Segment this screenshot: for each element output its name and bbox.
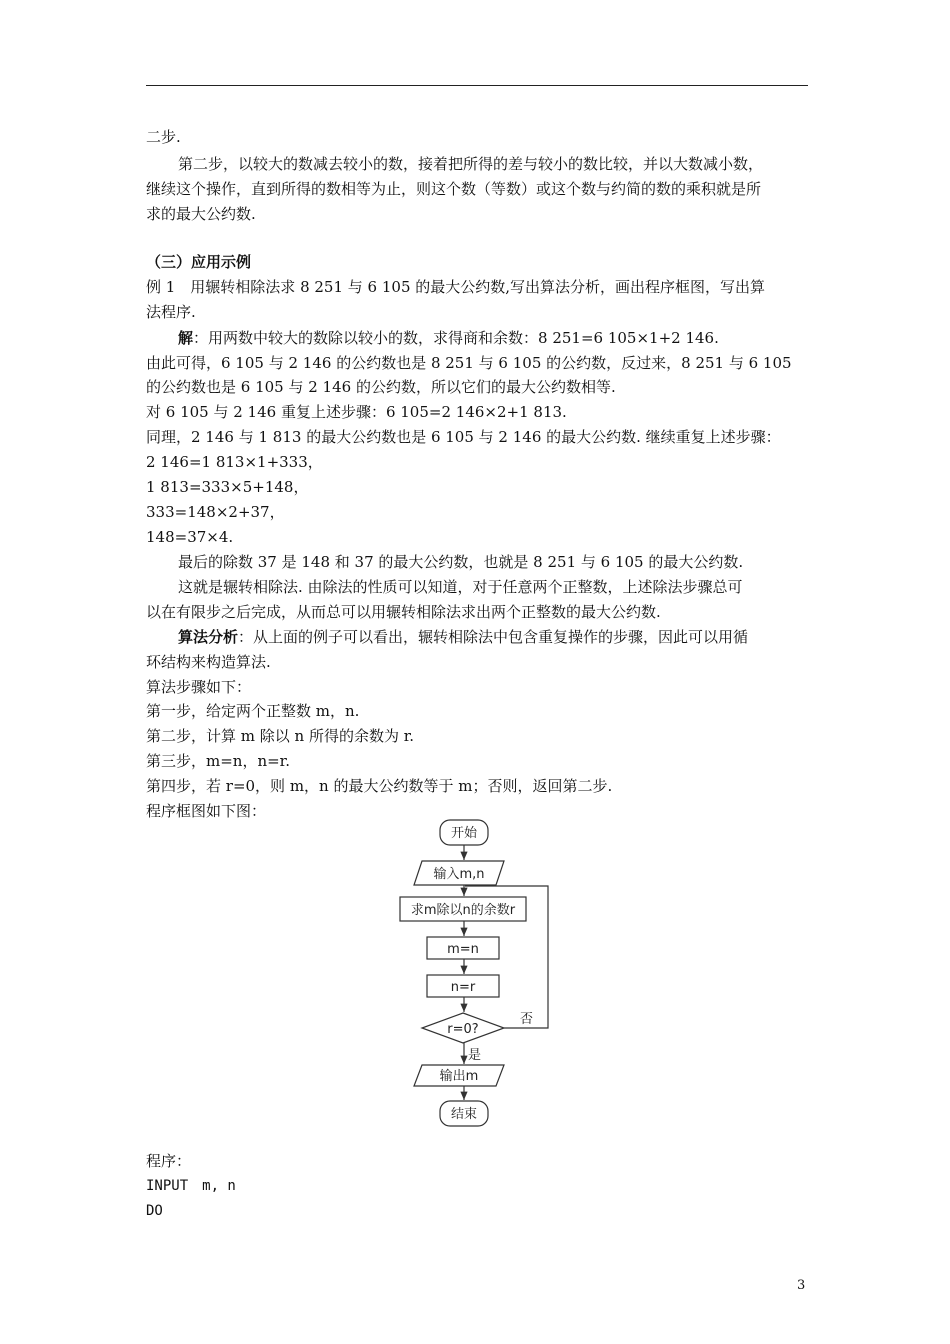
- text-line: 最后的除数 37 是 148 和 37 的最大公约数，也就是 8 251 与 6 105 的最大公约数.: [178, 553, 744, 571]
- step-line: 第三步，m=n，n=r.: [146, 752, 290, 770]
- section-heading: （三）应用示例: [146, 253, 252, 271]
- equation-line: 148=37×4.: [146, 528, 234, 546]
- text-line: 例 1 用辗转相除法求 8 251 与 6 105 的最大公约数,写出算法分析，画出程序框图，写出算: [146, 278, 766, 296]
- step-line: 第二步，计算 m 除以 n 所得的余数为 r.: [146, 727, 415, 745]
- text-line: 同理，2 146 与 1 813 的最大公约数也是 6 105 与 2 146 的最大公约数. 继续重复上述步骤：: [146, 428, 781, 446]
- step-line: 第四步，若 r=0，则 m，n 的最大公约数等于 m；否则，返回第二步.: [146, 777, 613, 795]
- assign-m-label: m=n: [447, 942, 479, 957]
- text-line: 第二步，以较大的数减去较小的数，接着把所得的差与较小的数比较，并以大数减小数，: [178, 155, 764, 173]
- text-line: 环结构来构造算法.: [146, 653, 271, 671]
- text-line: 继续这个操作，直到所得的数相等为止，则这个数（等数）或这个数与约简的数的乘积就是所: [146, 180, 762, 198]
- flowchart: [380, 815, 580, 1135]
- analysis-line: 算法分析：从上面的例子可以看出，辗转相除法中包含重复操作的步骤，因此可以用循: [178, 628, 749, 646]
- end-label: 结束: [450, 1107, 478, 1122]
- text-line: 程序：: [146, 1152, 192, 1170]
- code-line: DO: [146, 1203, 163, 1219]
- equation-line: 1 813=333×5+148，: [146, 478, 309, 496]
- header-rule: [146, 85, 808, 86]
- yes-label: 是: [468, 1048, 482, 1063]
- equation-line: 333=148×2+37，: [146, 503, 285, 521]
- solution-label: 解: [178, 329, 194, 347]
- input-label: 输入m,n: [433, 867, 485, 882]
- equation-line: 2 146=1 813×1+333，: [146, 453, 323, 471]
- code-line: INPUT m, n: [146, 1178, 236, 1194]
- text-line: 这就是辗转相除法. 由除法的性质可以知道，对于任意两个正整数，上述除法步骤总可: [178, 578, 743, 596]
- text-line: 由此可得，6 105 与 2 146 的公约数也是 8 251 与 6 105 的公约数，反过来，8 251 与 6 105: [146, 354, 792, 372]
- analysis-label: 算法分析: [178, 628, 239, 646]
- text-line: 对 6 105 与 2 146 重复上述步骤：6 105=2 146×2+1 813.: [146, 403, 567, 421]
- solution-line: 解：用两数中较大的数除以较小的数，求得商和余数：8 251=6 105×1+2 146.: [178, 329, 719, 347]
- text-line: 程序框图如下图：: [146, 802, 267, 820]
- text-line: 求的最大公约数.: [146, 205, 256, 223]
- assign-n-label: n=r: [450, 980, 476, 995]
- text-line: 二步.: [146, 128, 181, 146]
- step-line: 第一步，给定两个正整数 m，n.: [146, 702, 360, 720]
- decision-label: r=0?: [447, 1022, 479, 1037]
- output-label: 输出m: [439, 1069, 479, 1084]
- text-line: 的公约数也是 6 105 与 2 146 的公约数，所以它们的最大公约数相等.: [146, 378, 616, 396]
- page-number: 3: [797, 1278, 806, 1293]
- start-label: 开始: [450, 826, 478, 841]
- no-label: 否: [520, 1012, 534, 1027]
- text-line: 算法步骤如下：: [146, 678, 252, 696]
- remainder-label: 求m除以n的余数r: [410, 903, 516, 918]
- text-line: 法程序.: [146, 303, 196, 321]
- text-line: 以在有限步之后完成，从而总可以用辗转相除法求出两个正整数的最大公约数.: [146, 603, 661, 621]
